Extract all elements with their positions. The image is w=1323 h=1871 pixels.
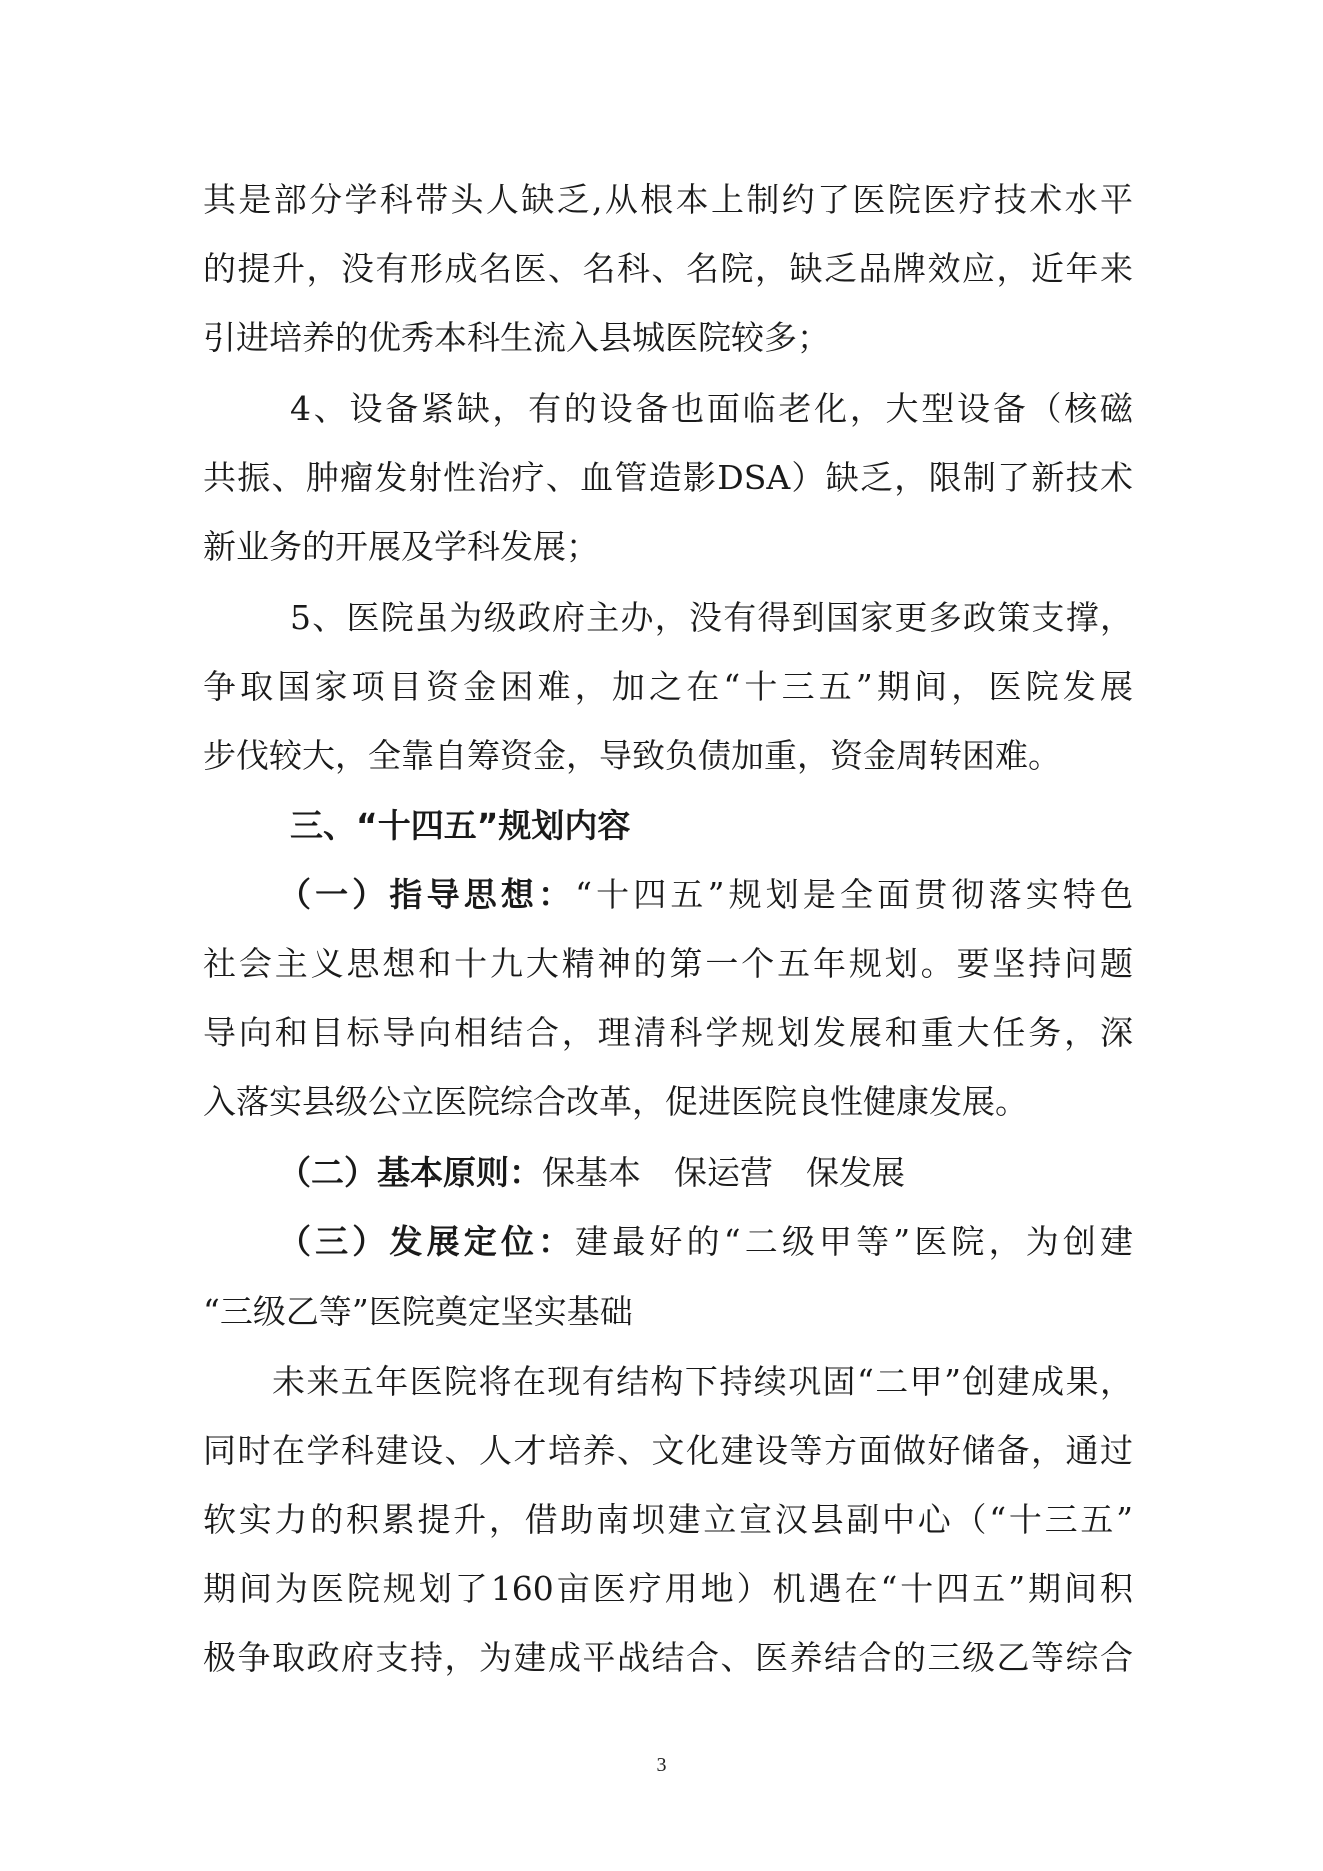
paragraph-line: 导向和目标导向相结合，理清科学规划发展和重大任务，深 <box>203 1013 1133 1052</box>
paragraph-line: 4、设备紧缺，有的设备也面临老化，大型设备（核磁 <box>290 389 1133 428</box>
paragraph-line <box>278 1222 1133 1262</box>
paragraph-text: 保基本 保运营 保发展 <box>542 1153 905 1192</box>
paragraph-line: 新业务的开展及学科发展； <box>203 527 599 566</box>
paragraph-line: 期间为医院规划了160亩医疗用地）机遇在“十四五”期间积 <box>203 1569 1133 1608</box>
paragraph-line <box>278 875 1133 915</box>
paragraph-line: 入落实县级公立医院综合改革，促进医院良性健康发展。 <box>203 1082 1028 1121</box>
paragraph-text: “十四五”规划是全面贯彻落实特色 <box>575 875 1134 914</box>
paragraph-line: 引进培养的优秀本科生流入县城医院较多； <box>203 318 830 357</box>
subheading-guiding-ideology: （一）指导思想： <box>278 875 576 914</box>
paragraph-line: 争取国家项目资金困难，加之在“十三五”期间，医院发展 <box>203 667 1133 706</box>
paragraph-line: 的提升，没有形成名医、名科、名院，缺乏品牌效应，近年来 <box>203 249 1133 288</box>
paragraph-line: 社会主义思想和十九大精神的第一个五年规划。要坚持问题 <box>203 944 1133 983</box>
paragraph-line: 共振、肿瘤发射性治疗、血管造影DSA）缺乏，限制了新技术 <box>203 458 1133 497</box>
paragraph-text: 建最好的“二级甲等”医院，为创建 <box>575 1222 1134 1261</box>
paragraph-line: 极争取政府支持，为建成平战结合、医养结合的三级乙等综合 <box>203 1638 1133 1677</box>
subheading-development-positioning: （三）发展定位： <box>278 1222 576 1261</box>
paragraph-line: “三级乙等”医院奠定坚实基础 <box>203 1292 633 1331</box>
paragraph-line: 5、医院虽为级政府主办，没有得到国家更多政策支撑， <box>290 598 1133 637</box>
paragraph-line <box>278 1153 1133 1193</box>
paragraph-line: 步伐较大，全靠自筹资金，导致负债加重，资金周转困难。 <box>203 736 1061 775</box>
paragraph-line: 其是部分学科带头人缺乏,从根本上制约了医院医疗技术水平 <box>203 180 1133 219</box>
subheading-basic-principles: （二）基本原则： <box>278 1153 542 1192</box>
section-heading: 三、“十四五”规划内容 <box>290 806 631 845</box>
paragraph-line: 软实力的积累提升，借助南坝建立宣汉县副中心（“十三五” <box>203 1500 1133 1539</box>
page-number: 3 <box>656 1754 667 1776</box>
paragraph-line: 同时在学科建设、人才培养、文化建设等方面做好储备，通过 <box>203 1431 1133 1470</box>
paragraph-line: 未来五年医院将在现有结构下持续巩固“二甲”创建成果， <box>272 1362 1133 1401</box>
